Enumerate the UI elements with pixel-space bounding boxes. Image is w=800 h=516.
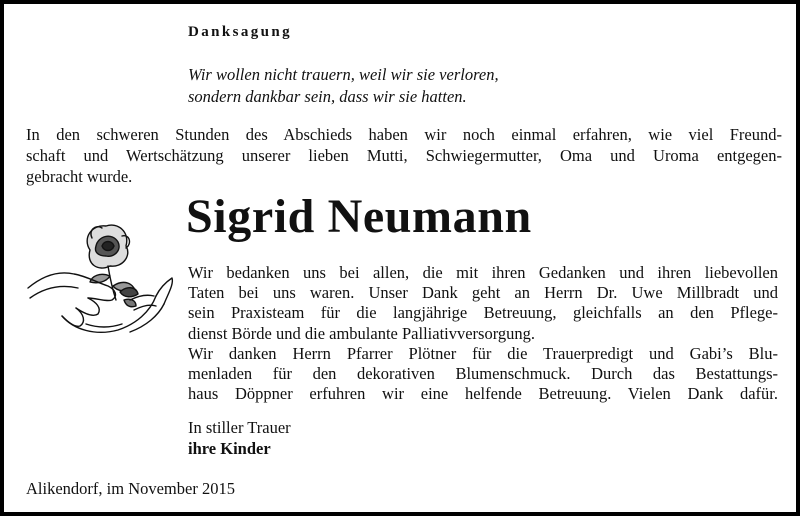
quote-line: sondern dankbar sein, dass wir sie hatten. bbox=[188, 87, 467, 106]
thanks-line: haus Döppner erfuhren wir eine helfende Betreuung. Vielen Dank dafür. bbox=[188, 384, 778, 404]
signature-line: In stiller Trauer bbox=[188, 418, 291, 437]
thanks-line: menladen für den dekorativen Blumenschmuck. Durch das Bestattungs- bbox=[188, 364, 778, 384]
thanks-line: Wir bedanken uns bei allen, die mit ihren Gedanken und ihren liebevollen bbox=[188, 263, 778, 282]
signature-names: ihre Kinder bbox=[188, 439, 271, 458]
thanks-line: dienst Börde und die ambulante Palliativversorgung. bbox=[188, 323, 536, 343]
intro-paragraph bbox=[26, 124, 782, 187]
rose-in-hands-icon bbox=[26, 216, 176, 344]
thanks-line: Taten bei uns waren. Unser Dank geht an Herrn Dr. Uwe Millbradt und bbox=[188, 283, 778, 303]
quote-line: Wir wollen nicht trauern, weil wir sie verloren, bbox=[188, 65, 499, 84]
memorial-quote bbox=[188, 64, 499, 108]
thanks-line: Wir danken Herrn Pfarrer Plötner für die Trauerpredigt und Gabi’s Blu- bbox=[188, 343, 778, 363]
intro-line: schaft und Wertschätzung unserer lieben Mutti, Schwiegermutter, Oma und Uroma entgegen- bbox=[26, 146, 782, 165]
intro-line: In den schweren Stunden des Abschieds haben wir noch einmal erfahren, wie viel Freund- bbox=[26, 125, 782, 144]
thanks-line: sein Praxisteam für die langjährige Betreuung, gleichfalls an den Pflege- bbox=[188, 303, 778, 323]
place-date: Alikendorf, im November 2015 bbox=[26, 479, 235, 498]
thanks-paragraph bbox=[188, 263, 778, 404]
intro-line: gebracht wurde. bbox=[26, 167, 133, 186]
notice-heading: Danksagung bbox=[188, 24, 293, 40]
deceased-name: Sigrid Neumann bbox=[186, 190, 532, 243]
